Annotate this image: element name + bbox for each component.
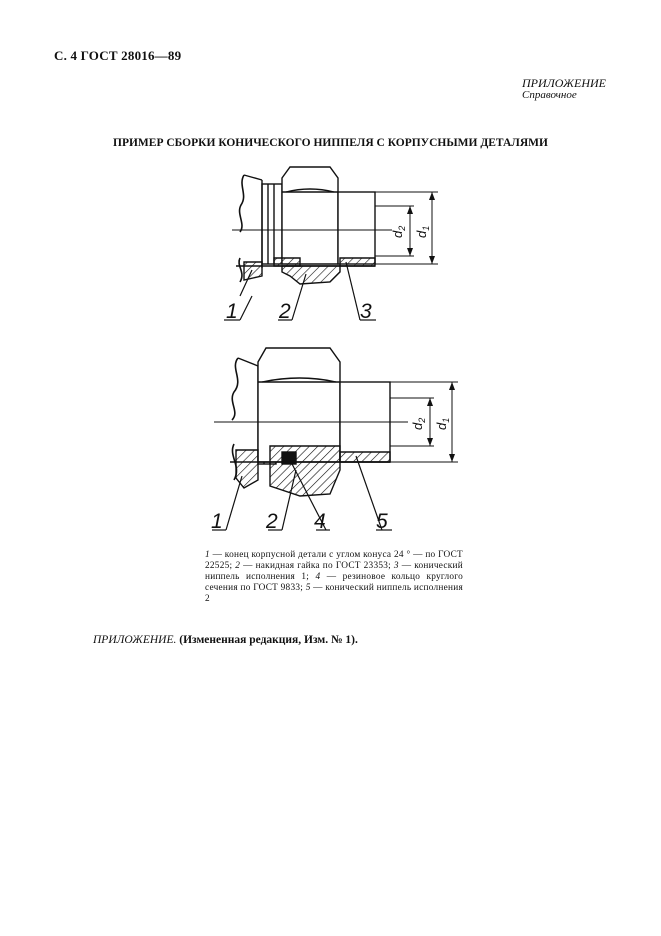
caption-num-5: 5 — [305, 583, 311, 593]
figure-title: ПРИМЕР СБОРКИ КОНИЧЕСКОГО НИППЕЛЯ С КОРПУСНЫМИ ДЕТАЛЯМИ — [113, 137, 548, 149]
svg-text:d2 — [390, 226, 407, 238]
caption-text-4: — резиновое кольцо круглого сечения по ГОСТ 9833; — [205, 572, 464, 593]
annex-subtitle: Справочное — [522, 89, 577, 101]
dim-bottom-d2-sub: 2 — [417, 417, 427, 423]
caption-text-2: — накидная гайка по ГОСТ 23353; — [240, 561, 394, 571]
figure-top — [224, 167, 438, 320]
dim-bottom-d2-letter: d — [410, 422, 425, 430]
annex-title: ПРИЛОЖЕНИЕ — [522, 76, 606, 90]
dim-top-d2-letter: d — [390, 230, 405, 238]
caption-num-4: 4 — [315, 572, 321, 582]
label-bottom-2: 2 — [266, 510, 278, 533]
caption-text-3: — конический ниппель исполнения 1; — [205, 561, 463, 582]
label-bottom-4: 4 — [314, 510, 326, 533]
caption-num-1: 1 — [205, 550, 210, 560]
caption-num-2: 2 — [235, 561, 241, 571]
change-note — [93, 634, 358, 646]
label-top-1: 1 — [226, 300, 238, 323]
dim-top-d1-letter: d — [414, 230, 429, 238]
dim-top-d1-sub: 1 — [421, 225, 431, 231]
dim-bottom-d1-letter: d — [434, 422, 449, 430]
dim-bottom-d1-sub: 1 — [441, 417, 451, 423]
caption-num-3: 3 — [393, 561, 399, 571]
label-top-2: 2 — [279, 300, 291, 323]
caption-text-1: — конец корпусной детали с углом конуса 24 ° — по ГОСТ 22525; — [205, 550, 463, 571]
svg-text:d1 — [414, 226, 431, 238]
note-label: ПРИЛОЖЕНИЕ. — [93, 634, 177, 646]
svg-text:d1 — [434, 418, 451, 430]
svg-text:d2 — [410, 418, 427, 430]
dim-top-d2-sub: 2 — [397, 225, 407, 231]
label-bottom-5: 5 — [376, 510, 388, 533]
caption-text-5: — конический ниппель исполнения 2 — [205, 583, 463, 604]
figure-caption — [205, 550, 463, 605]
note-text: (Измененная редакция, Изм. № 1). — [179, 634, 358, 646]
label-top-3: 3 — [360, 300, 372, 323]
label-bottom-1: 1 — [211, 510, 223, 533]
page-header: С. 4 ГОСТ 28016—89 — [54, 48, 182, 63]
figure-bottom — [212, 348, 458, 530]
